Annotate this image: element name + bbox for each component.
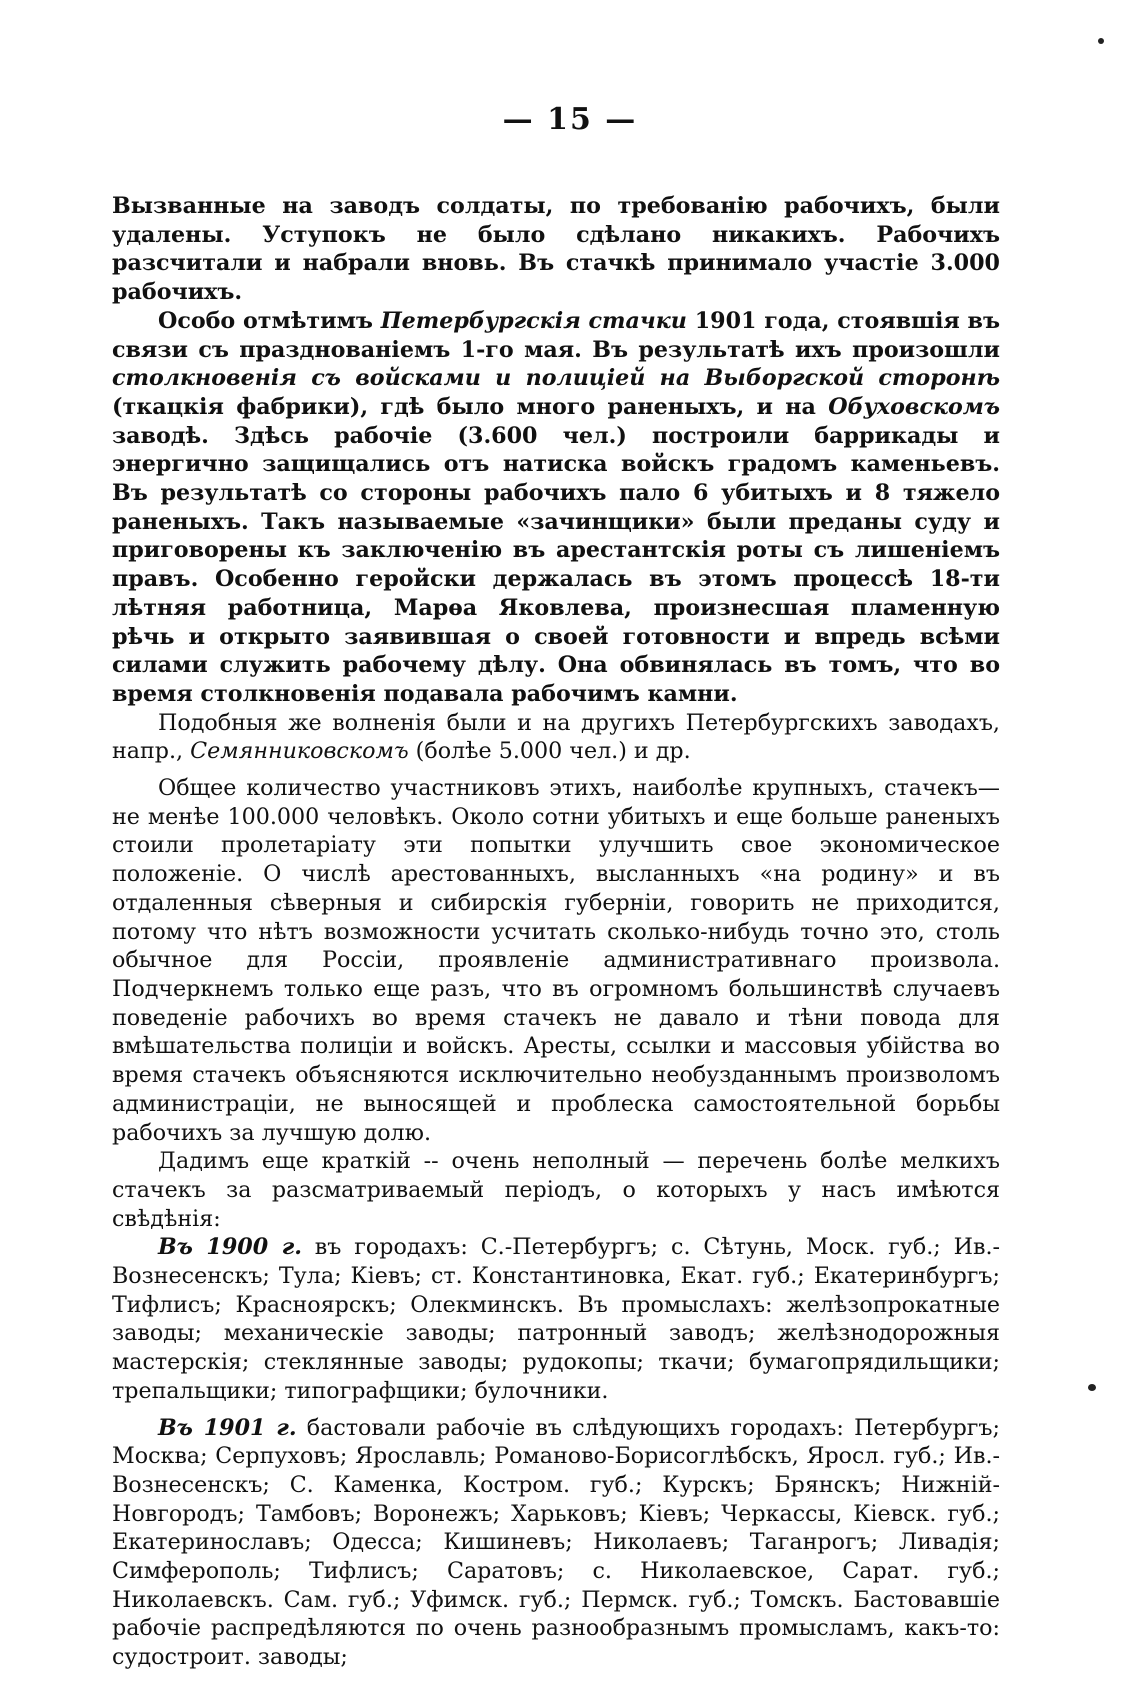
paragraph-2-italic-a: Петербургскія стачки	[380, 307, 687, 334]
paragraph-3	[112, 709, 1000, 766]
body-text	[112, 192, 1000, 1672]
paragraph-2	[112, 307, 1000, 709]
paragraph-3-italic: Семянниковскомъ	[190, 738, 409, 765]
paragraph-7-text: бастовали рабочіе въ слѣдующихъ городахъ: Петербургъ; Москва; Серпуховъ; Ярославль; Романово-Борисоглѣбскъ, Яросл. губ.; Ив.-Вознесенскъ; С. Каменка, Костром. губ.; Курскъ; Брянскъ; Нижній-Новгородъ; Тамбовъ; Воронежъ; Харьковъ; Кіевъ; Черкассы, Кіевск. губ.; Екатеринославъ; Одесса; Кишиневъ; Николаевъ; Таганрогъ; Ливадія; Симферополь; Тифлисъ; Саратовъ; с. Николаевское, Сарат. губ.; Николаевскъ. Сам. губ.; Уфимск. губ.; Пермск. губ.; Томскъ. Бастовавшіе рабочіе распредѣляются по очень разнообразнымъ промысламъ, какъ-то: судостроит. заводы;	[112, 1414, 1000, 1671]
paragraph-2-text-b: 1901 года, стоявшія въ связи съ празднованіемъ 1-го мая. Въ результатѣ ихъ произошли	[112, 307, 1000, 363]
paragraph-6-year: Въ 1900 г.	[158, 1234, 302, 1261]
paragraph-2-italic-c: Обуховскомъ	[828, 393, 1000, 420]
paragraph-3-text-a: Подобныя же волненія были и на другихъ Петербургскихъ заводахъ, напр.,	[112, 709, 1000, 765]
paragraph-6	[112, 1233, 1000, 1405]
paragraph-4: Общее количество участниковъ этихъ, наиболѣе крупныхъ, стачекъ—не менѣе 100.000 человѣкъ. Около сотни убитыхъ и еще больше раненыхъ стоили пролетаріату эти попытки улучшить свое экономическое положеніе. О числѣ арестованныхъ, высланныхъ «на родину» и въ отдаленныя сѣверныя и сибирскія губерніи, говорить не приходится, потому что нѣтъ возможности усчитать сколько-нибудь точно это, столь обычное для Россіи, проявленіе административнаго произвола. Подчеркнемъ только еще разъ, что въ огромномъ большинствѣ случаевъ поведеніе рабочихъ во время стачекъ не давало и тѣни повода для вмѣшательства полиціи и войскъ. Аресты, ссылки и массовыя убійства во время стачекъ объясняются исключительно необузданнымъ произволомъ администраціи, не выносящей и проблеска самостоятельной борьбы рабочихъ за лучшую долю.	[112, 775, 1000, 1146]
page-number: — 15 —	[502, 102, 638, 137]
paragraph-2-text-a: Особо отмѣтимъ	[158, 307, 381, 334]
ink-speck-right	[1088, 1384, 1096, 1391]
paragraph-7	[112, 1414, 1000, 1672]
ink-speck-top	[1098, 38, 1104, 44]
paragraph-6-text: въ городахъ: С.-Петербургъ; с. Сѣтунь, Моск. губ.; Ив.-Вознесенскъ; Тула; Кіевъ; ст. Константиновка, Екат. губ.; Екатеринбургъ; Тифлисъ; Красноярскъ; Олекминскъ. Въ промыслахъ: желѣзопрокатные заводы; механическіе заводы; патронный заводъ; желѣзнодорожныя мастерскія; стеклянные заводы; рудокопы; ткачи; бумагопрядильщики; трепальщики; типографщики; булочники.	[112, 1234, 1000, 1404]
paragraph-3-text-b: (болѣе 5.000 чел.) и др.	[408, 738, 691, 765]
paragraph-2-text-c: (ткацкія фабрики), гдѣ было много раненыхъ, и на	[112, 393, 829, 420]
paragraph-2-italic-b: столкновенія съ войсками и полиціей на Выборгской сторонѣ	[112, 365, 1000, 392]
paragraph-1: Вызванные на заводъ солдаты, по требованію рабочихъ, были удалены. Уступокъ не было сдѣлано никакихъ. Рабочихъ разсчитали и набрали вновь. Въ стачкѣ принимало участіе 3.000 рабочихъ.	[112, 193, 1000, 306]
paragraph-5: Дадимъ еще краткій -- очень неполный — перечень болѣе мелкихъ стачекъ за разсматриваемый періодъ, о которыхъ у насъ имѣются свѣдѣнія:	[112, 1148, 1000, 1232]
paragraph-2-text-d: заводѣ. Здѣсь рабочіе (3.600 чел.) построили баррикады и энергично защищались отъ натиска войскъ градомъ каменьевъ. Въ результатѣ со стороны рабочихъ пало 6 убитыхъ и 8 тяжело раненыхъ. Такъ называемые «зачинщики» были преданы суду и приговорены къ заключенію въ арестантскія роты съ лишеніемъ правъ. Особенно геройски держалась въ этомъ процессѣ 18-ти лѣтняя работница, Марѳа Яковлева, произнесшая пламенную рѣчь и открыто заявившая о своей готовности и впредь всѣми силами служить рабочему дѣлу. Она обвинялась въ томъ, что во время столкновенія подавала рабочимъ камни.	[112, 422, 1000, 707]
paragraph-7-year: Въ 1901 г.	[158, 1414, 297, 1441]
